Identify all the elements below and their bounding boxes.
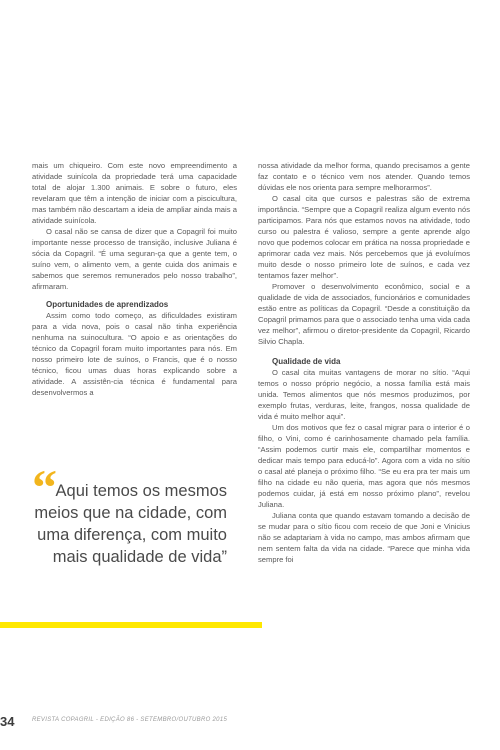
right-column [258, 160, 470, 565]
page-number: 34 [0, 714, 15, 729]
body-paragraph: Juliana conta que quando estavam tomando a decisão de se mudar para o sítio ficou com receio de que Joni e Vinicius não se adaptariam à vida no campo, mas ambos afirmam que nem sentem falta da vida na cidade. “Parece que minha vida sempre foi [258, 511, 470, 564]
accent-bar [0, 622, 262, 628]
section-heading: Qualidade de vida [272, 357, 341, 366]
body-paragraph: O casal cita muitas vantagens de morar no sítio. “Aqui temos o nosso próprio negócio, a nossa família está mais unida. Temos alimentos que nós mesmos produzimos, por exemplo frutas, verduras, leite, frangos, nossa qualidade de vida é muito melhor aqui”. [258, 368, 470, 421]
pull-quote-text: Aqui temos os mesmos meios que na cidade, com uma diferença, com muito mais qualidade de vida” [34, 482, 227, 566]
body-paragraph: mais um chiqueiro. Com este novo empreendimento a atividade suinícola da propriedade terá uma capacidade total de alojar 1.300 animais. E sobre o futuro, eles revelaram que têm a intenção de iniciar com a piscicultura, mas também não descartam a ideia de ampliar ainda mais a atividade suinícola. [32, 161, 237, 225]
body-paragraph: Promover o desenvolvimento econômico, social e a qualidade de vida de associados, funcionários e comunidades estão entre as políticas da Copagril. “Desde a constituição da Copagril primamos para que o associado tenha uma vida cada vez melhor”, afirmou o diretor-presidente da Copagril, Ricardo Silvio Chapla. [258, 282, 470, 346]
body-paragraph: Um dos motivos que fez o casal migrar para o interior é o filho, o Vini, como é carinhosamente chamado pela família. “Assim podemos curtir mais ele, compartilhar momentos e dedicar mais tempo para educá-lo”. Agora com a vida no sítio o casal até planeja o próximo filho. “Se eu era pra ter mais um filho na cidade eu não queria, mas agora que nós mesmos podemos cuidar, já está em nosso próximo plano”, revelou Juliana. [258, 423, 470, 509]
body-paragraph: O casal não se cansa de dizer que a Copagril foi muito importante nesse processo de transição, inclusive Juliana é sócia da Copagril. “É uma seguran-ça que a gente tem, o suíno vem, o alimento vem, a gente cuida dos animais e sabemos que seremos remunerados pelo nosso trabalho”, afirmaram. [32, 227, 237, 291]
body-paragraph: O casal cita que cursos e palestras são de extrema importância. “Sempre que a Copagril realiza algum evento nós participamos. Para nós que estamos novos na atividade, todo curso ou palestra é valioso, sempre a gente aprende algo novo que podemos colocar em prática na nossa propriedade e aprimorar cada vez mais. Nós percebemos que já evoluímos muito desde o nosso primeiro lote de suínos, e cada vez tentamos fazer melhor”. [258, 194, 470, 280]
publication-footer: REVISTA COPAGRIL - EDIÇÃO 86 - SETEMBRO/OUTUBRO 2015 [32, 717, 228, 723]
body-paragraph: nossa atividade da melhor forma, quando precisamos a gente faz contato e o técnico vem nos atender. Quando temos dúvidas ele nos orienta para sempre melhorarmos”. [258, 161, 470, 192]
body-paragraph: Assim como todo começo, as dificuldades existiram para a vida nova, pois o casal não tinha experiência nenhuma na suinocultura. “O apoio e as orientações do técnico da Copagril foram muito importantes para nós. Em nosso primeiro lote de suínos, o Francis, que é o nosso técnico, ficou umas duas horas explicando sobre a atividade. A assistên-cia técnica é fundamental para desenvolvermos a [32, 311, 237, 397]
quote-mark-icon: “ [32, 459, 57, 515]
section-heading: Oportunidades de aprendizados [46, 300, 169, 309]
left-column [32, 160, 237, 398]
